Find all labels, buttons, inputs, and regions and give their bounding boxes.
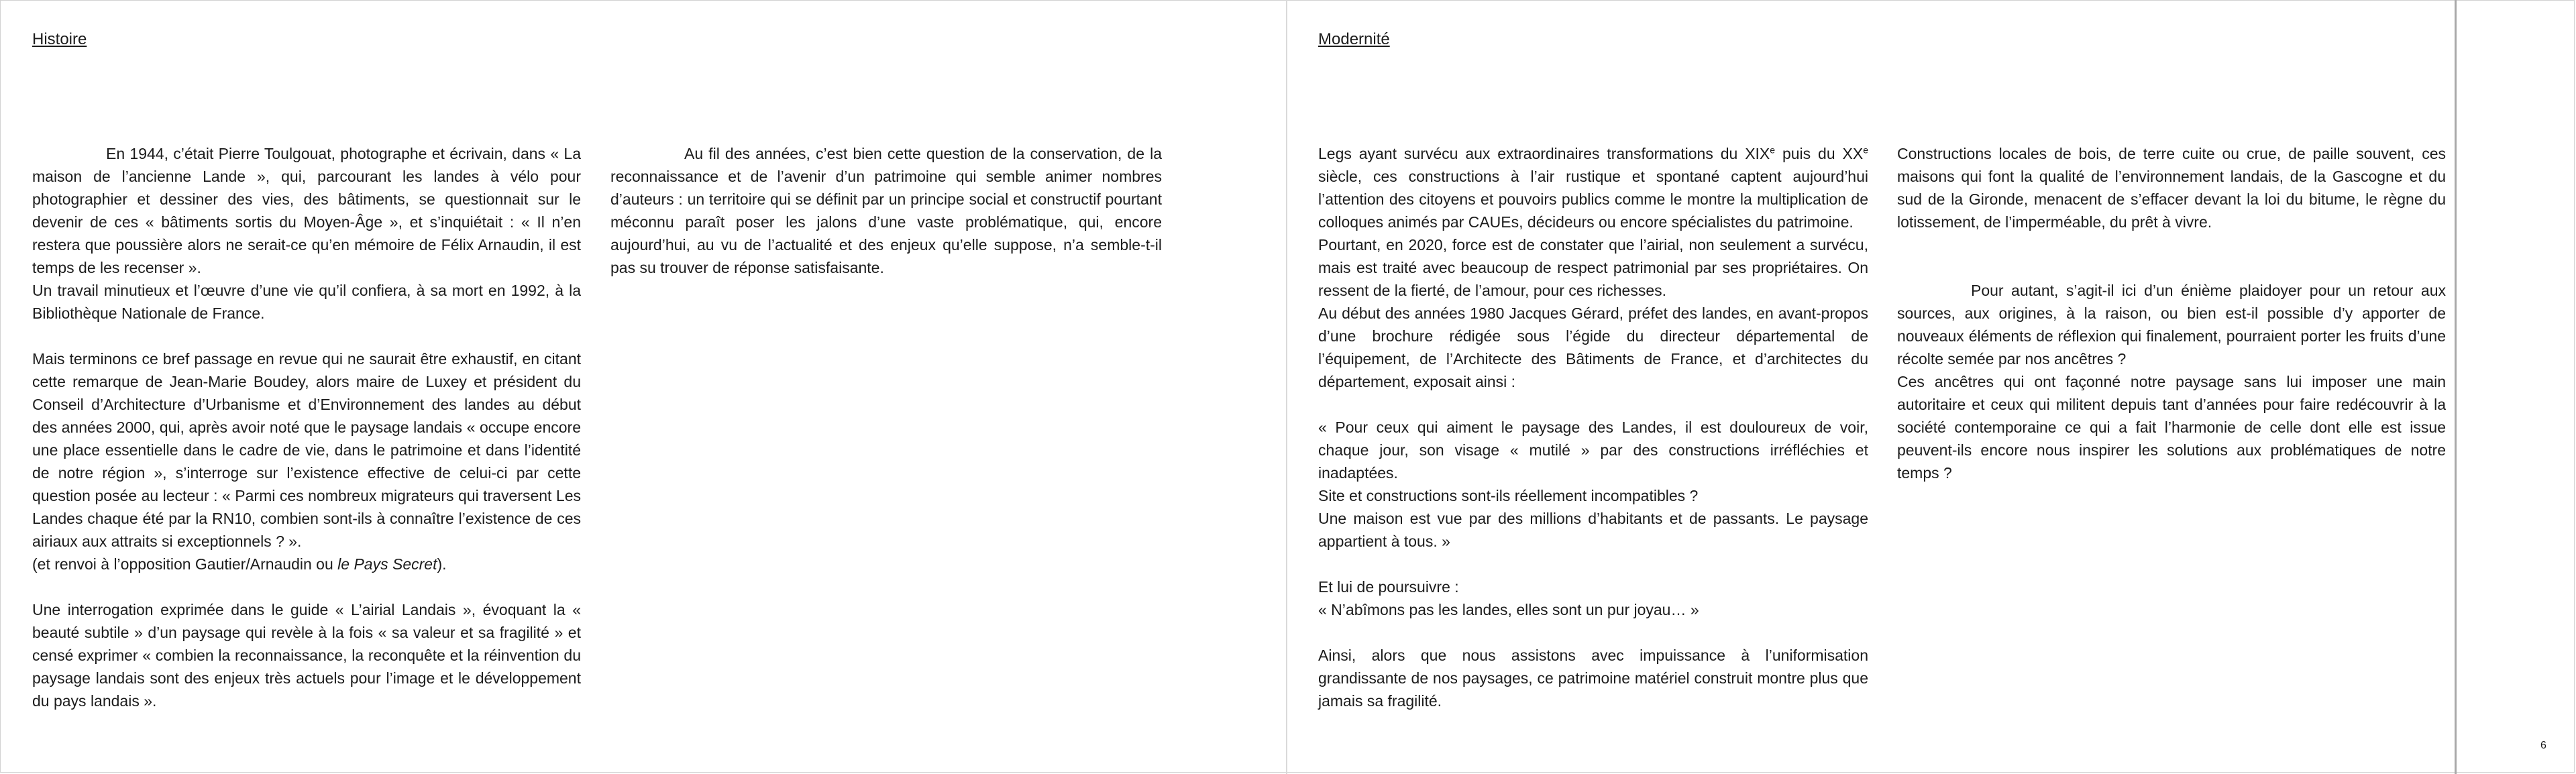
paragraph: Legs ayant survécu aux extraordinaires transformations du XIXe puis du XXe siècle, ces constructions à l’air rustique et spontané captent aujourd’hui l’attention des citoyens et pouvoirs publics comme le montre la multiplication de colloques animés par CAUEs, décideurs ou encore spécialistes du patrimoine. — [1318, 144, 1868, 231]
paragraph: En 1944, c’était Pierre Toulgouat, photographe et écrivain, dans « La maison de l’ancienne Lande », qui, parcourant les landes à vélo pour photographier et dessiner des vies, des bâtiments, se questionnait sur le devenir de ces « bâtiments sortis du Moyen-Âge », et s’inquiétait : « Il n’en restera que poussière alors ne serait-ce qu’en mémoire de Félix Arnaudin, il est temps de les recenser ». — [32, 145, 581, 276]
paragraph: Mais terminons ce bref passage en revue qui ne saurait être exhaustif, en citant cette remarque de Jean-Marie Boudey, alors maire de Luxey et président du Conseil d’Architecture d’Urbanisme et d’Environnement des landes au début des années 2000, qui, après avoir noté que le paysage landais « occupe encore une place essentielle dans le cadre de vie, dans le patrimoine et dans l’identité de notre région », s’interroge sur l’existence effective de celui-ci par cette question posée au lecteur : « Parmi ces nombreux migrateurs qui traversent Les Landes chaque été par la RN10, combien sont-ils à connaître l’existence de ces airiaux aux attraits si exceptionnels ? ». — [32, 350, 581, 550]
section-title-modernite: Modernité — [1318, 30, 1390, 48]
page-number: 6 — [2540, 740, 2546, 751]
book-title: le Pays Secret — [337, 555, 437, 573]
paragraph: Ces ancêtres qui ont façonné notre paysage sans lui imposer une main autoritaire et ceux qui militent depuis tant d’années pour faire redécouvrir à la société contemporaine ce qui a fait l’harmonie de celle dont elle est issue peuvent-ils encore nous inspirer les solutions aux problématiques de notre temps ? — [1897, 373, 2446, 482]
paragraph: Un travail minutieux et l’œuvre d’une vie qu’il confiera, à sa mort en 1992, à la Bibliothèque Nationale de France. — [32, 282, 581, 322]
paragraph: Une interrogation exprimée dans le guide « L’airial Landais », évoquant la « beauté subtile » d’un paysage qui revèle à la fois « sa valeur et sa fragilité » et censé exprimer « combien la reconnaissance, la reconquête et la réinvention du paysage landais sont des enjeux très actuels pour l’image et le développement du pays landais ». — [32, 601, 581, 710]
paragraph: (et renvoi à l’opposition Gautier/Arnaudin ou le Pays Secret). — [32, 555, 447, 573]
quote-line: « N’abîmons pas les landes, elles sont un pur joyau… » — [1318, 601, 1699, 618]
paragraph: Constructions locales de bois, de terre cuite ou crue, de paille souvent, ces maisons qui font la qualité de l’environnement landais, de la Gascogne et du sud de la Gironde, menacent de s’effacer devant la loi du bitume, le règne du lotissement, de l’imperméable, du prêt à vivre. — [1897, 145, 2446, 231]
quote-line: « Pour ceux qui aiment le paysage des Landes, il est douloureux de voir, chaque jour, son visage « mutilé » par des constructions irréfléchies et inadaptées. — [1318, 419, 1868, 482]
right-column-2 — [1897, 142, 2446, 484]
right-column-1 — [1318, 142, 1868, 712]
paragraph: Au début des années 1980 Jacques Gérard, préfet des landes, en avant-propos d’une brochure rédigée sous l’égide du directeur départemental de l’équipement, de l’Architecte des Bâtiments de France, et d’architectes du département, exposait ainsi : — [1318, 305, 1868, 390]
left-column-1 — [32, 142, 581, 712]
paragraph: Pourtant, en 2020, force est de constater que l’airial, non seulement a survécu, mais est traité avec beaucoup de respect patrimonial par ses propriétaires. On ressent de la fierté, de l’amour, pour ces richesses. — [1318, 236, 1868, 299]
quote-line: Site et constructions sont-ils réellement incompatibles ? — [1318, 487, 1699, 504]
left-column-2 — [610, 142, 1162, 279]
section-title-histoire: Histoire — [32, 30, 87, 48]
paragraph: Au fil des années, c’est bien cette question de la conservation, de la reconnaissance et de l’avenir d’un patrimoine qui semble animer nombres d’auteurs : un territoire qui se définit par un principe social et constructif pourtant méconnu paraît poser les jalons d’une vaste problématique, qui, encore aujourd’hui, au vu de l’actualité et des enjeux qu’elle suppose, n’a semble-t-il pas su trouver de réponse satisfaisante. — [610, 145, 1162, 276]
paragraph: Ainsi, alors que nous assistons avec impuissance à l’uniformisation grandissante de nos paysages, ce patrimoine matériel construit montre plus que jamais sa fragilité. — [1318, 647, 1868, 710]
page-edge — [2455, 0, 2457, 774]
page-fold — [1286, 0, 1287, 774]
quote-line: Une maison est vue par des millions d’habitants et de passants. Le paysage appartient à tous. » — [1318, 510, 1868, 550]
paragraph: Et lui de poursuivre : — [1318, 578, 1459, 596]
paragraph: Pour autant, s’agit-il ici d’un énième plaidoyer pour un retour aux sources, aux origines, à la raison, ou bien est-il possible d’y apporter de nouveaux éléments de réflexion qui finalement, pourraient porter les fruits d’une récolte semée par nos ancêtres ? — [1897, 282, 2446, 368]
